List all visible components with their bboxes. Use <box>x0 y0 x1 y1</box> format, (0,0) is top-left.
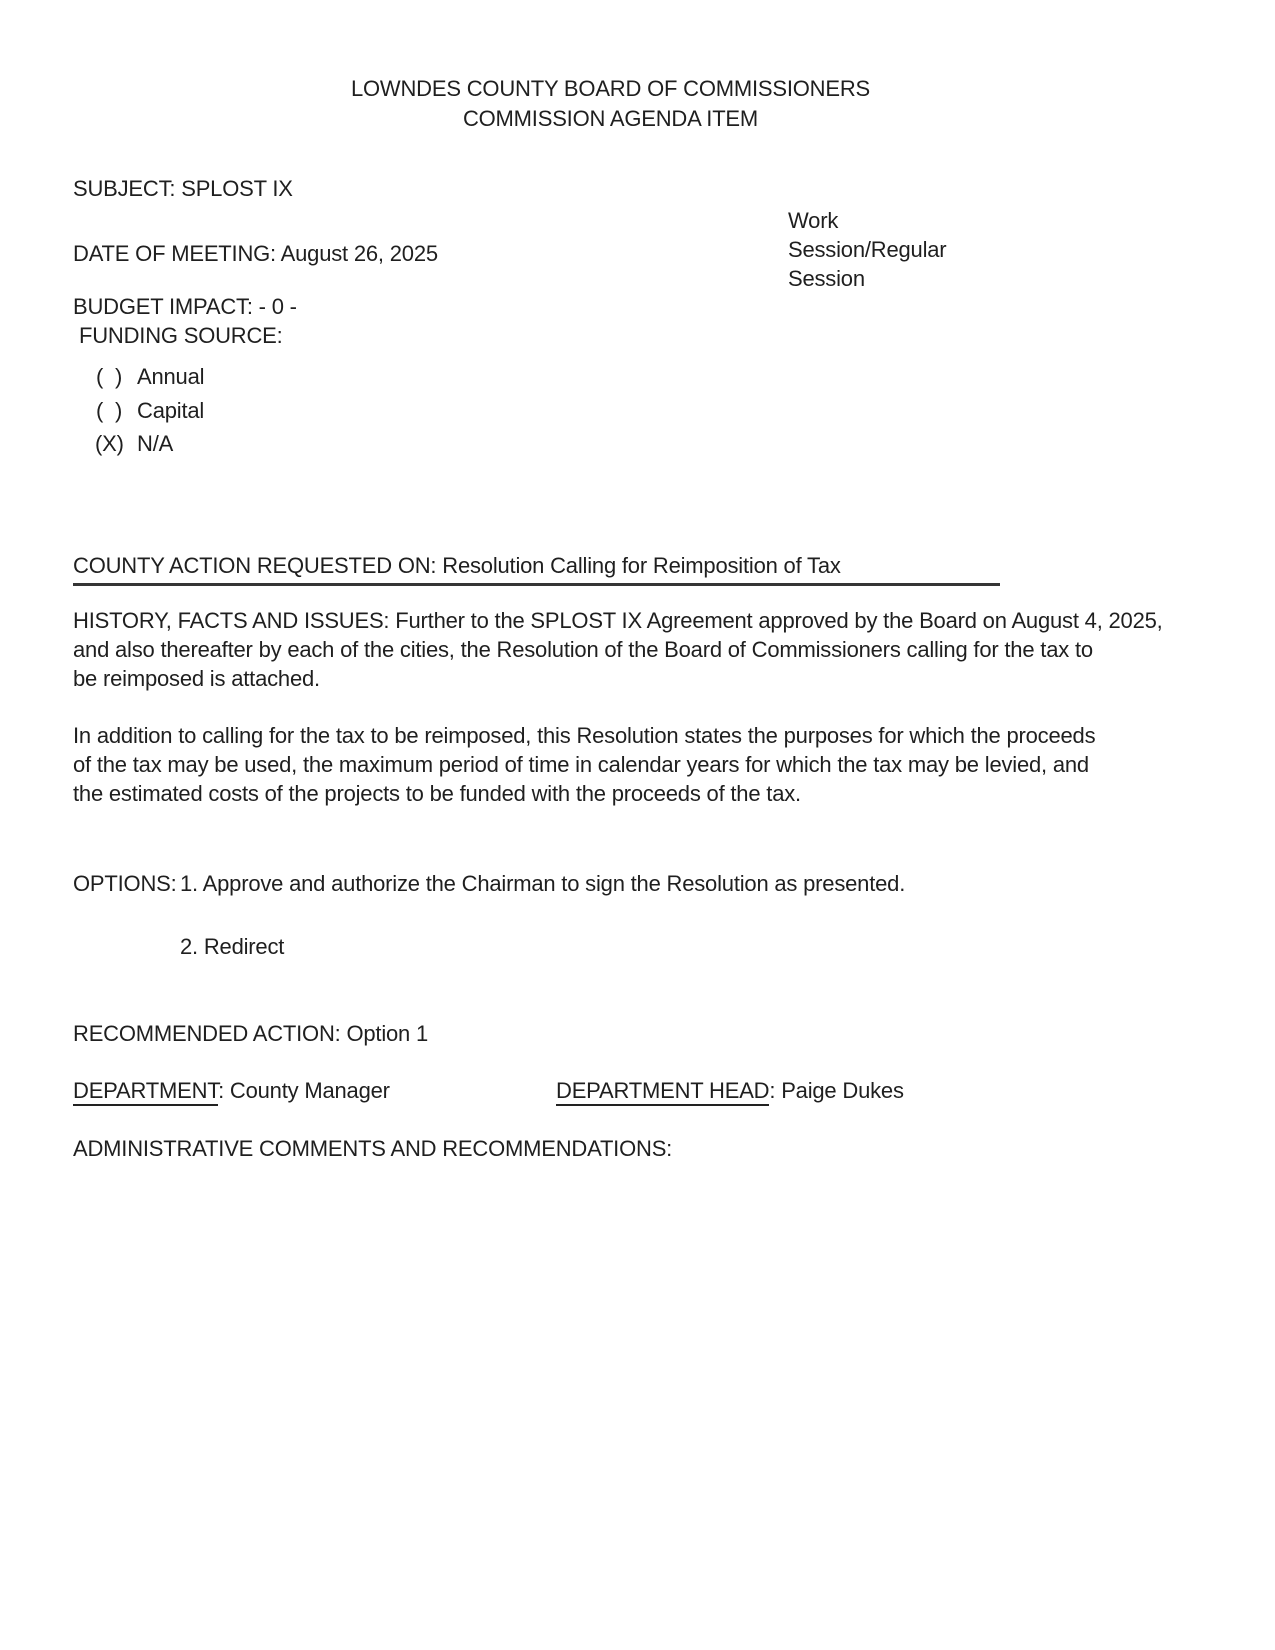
funding-option-capital <box>0 396 1275 425</box>
checkbox-capital: ( ) <box>96 398 123 423</box>
budget-impact-line: BUDGET IMPACT: - 0 - <box>73 294 297 319</box>
department-head-value: : Paige Dukes <box>769 1078 904 1103</box>
funding-option-annual <box>0 362 1275 391</box>
options-row <box>0 869 1275 898</box>
heading-underline-rule <box>73 583 1000 586</box>
funding-option-annual-label: Annual <box>137 364 205 389</box>
funding-source-label: FUNDING SOURCE: <box>79 323 283 348</box>
recommended-action-line: RECOMMENDED ACTION: Option 1 <box>73 1021 429 1046</box>
county-action-heading: COUNTY ACTION REQUESTED ON: Resolution Calling for Reimposition of Tax <box>73 553 841 578</box>
checkbox-annual: ( ) <box>96 364 123 389</box>
department-row <box>0 1076 1275 1105</box>
document-title <box>73 74 1148 134</box>
history-paragraph-line-1: HISTORY, FACTS AND ISSUES: Further to the SPLOST IX Agreement approved by the Board on August 4, 2025, <box>73 608 1163 633</box>
purpose-paragraph-line-2: of the tax may be used, the maximum period of time in calendar years for which the tax may be levied, and <box>73 752 1089 777</box>
subject-line: SUBJECT: SPLOST IX <box>73 176 293 201</box>
department-head-field <box>556 1076 904 1105</box>
funding-option-capital-label: Capital <box>137 398 205 423</box>
session-type-line-1: Work <box>788 208 839 233</box>
department-label: DEPARTMENT <box>73 1078 218 1106</box>
department-head-label: DEPARTMENT HEAD <box>556 1078 769 1106</box>
option-1-text: 1. Approve and authorize the Chairman to sign the Resolution as presented. <box>180 871 906 896</box>
session-type-line-3: Session <box>788 266 865 291</box>
history-paragraph-line-2: and also thereafter by each of the cities, the Resolution of the Board of Commissioners calling for the tax to <box>73 637 1093 662</box>
admin-comments-heading: ADMINISTRATIVE COMMENTS AND RECOMMENDATIONS: <box>73 1136 673 1161</box>
department-value: : County Manager <box>218 1078 390 1103</box>
history-paragraph-line-3: be reimposed is attached. <box>73 666 320 691</box>
department-field <box>73 1076 390 1105</box>
title-line-1: LOWNDES COUNTY BOARD OF COMMISSIONERS <box>350 76 871 101</box>
funding-option-na-label: N/A <box>137 431 174 456</box>
checkbox-na-checked: (X) <box>95 431 124 456</box>
options-label: OPTIONS: <box>73 871 177 896</box>
date-of-meeting-line: DATE OF MEETING: August 26, 2025 <box>73 241 438 266</box>
purpose-paragraph-line-3: the estimated costs of the projects to be funded with the proceeds of the tax. <box>73 781 801 806</box>
funding-option-na <box>0 429 1275 458</box>
purpose-paragraph-line-1: In addition to calling for the tax to be reimposed, this Resolution states the purposes for which the proceeds <box>73 723 1096 748</box>
option-2-text: 2. Redirect <box>180 934 285 959</box>
session-type-line-2: Session/Regular <box>788 237 947 262</box>
title-line-2: COMMISSION AGENDA ITEM <box>462 106 759 131</box>
